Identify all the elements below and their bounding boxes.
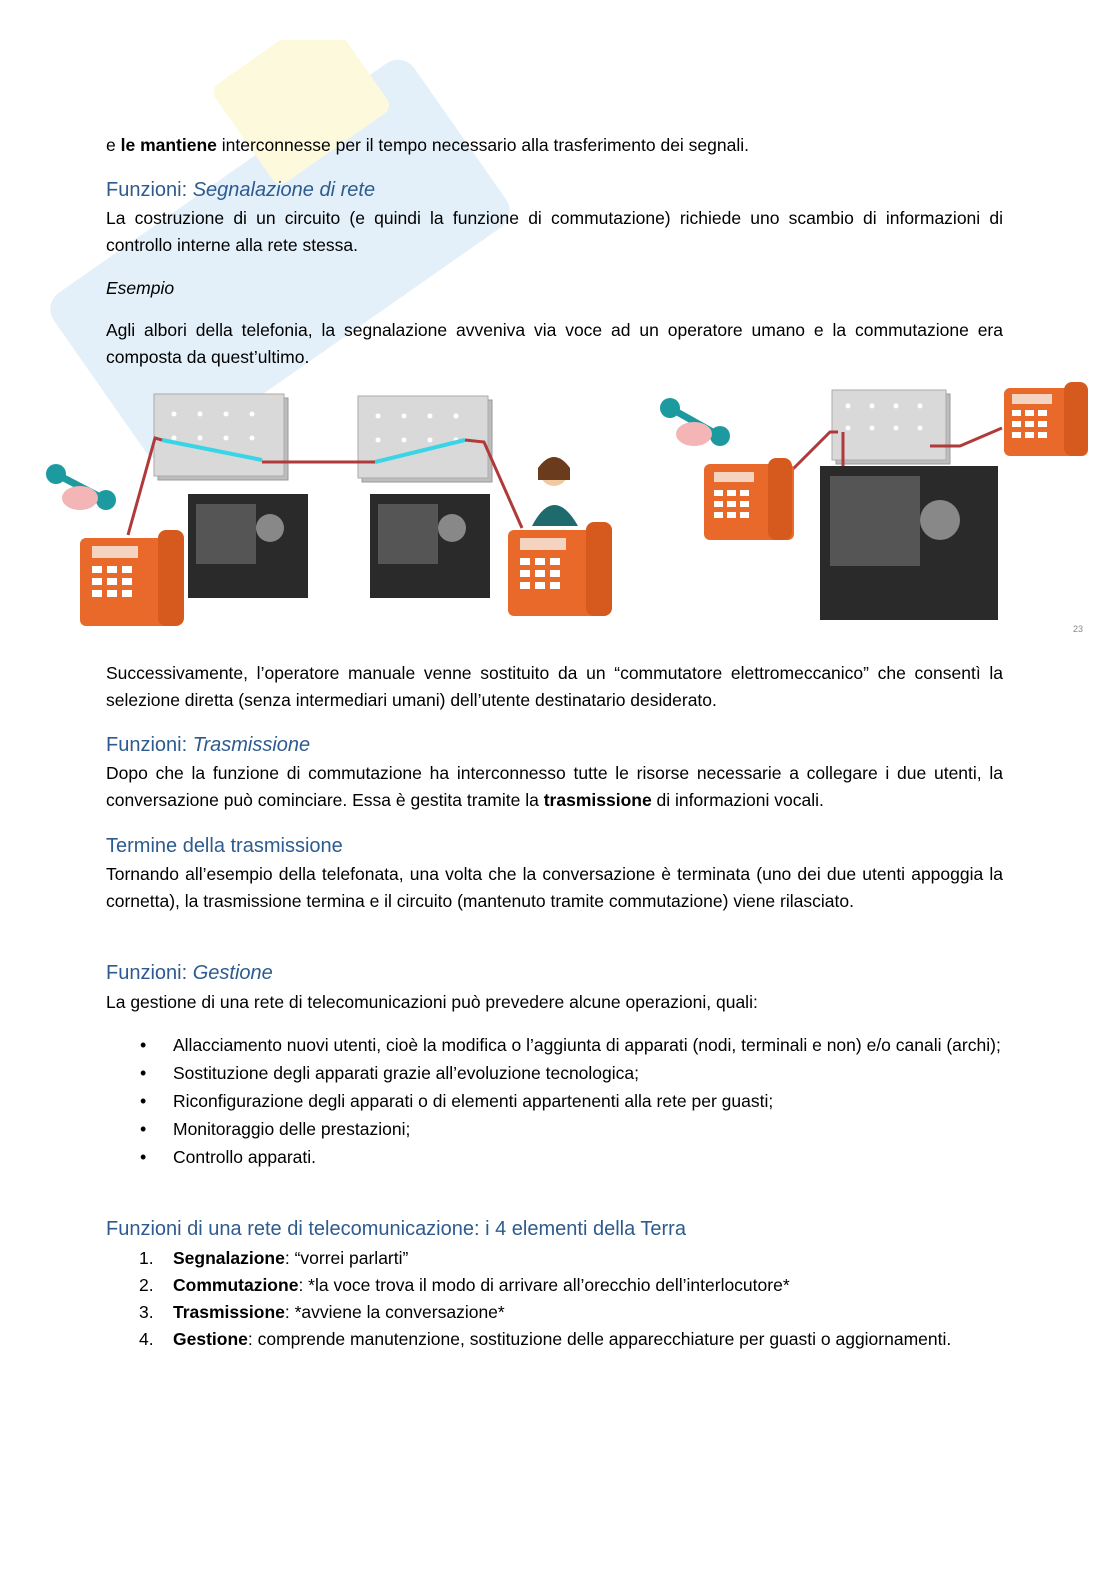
list-item: • Allacciamento nuovi utenti, cioè la modifica o l’aggiunta di apparati (nodi, terminali e non) e/o canali (archi);	[106, 1032, 1003, 1059]
switchboard-illustration	[40, 380, 1100, 640]
trasmissione-body: Dopo che la funzione di commutazione ha interconnesso tutte le risorse necessarie a collegare i due utenti, la conversazione può cominciare. Essa è gestita tramite la trasmissione di informazioni vocali.	[106, 763, 1003, 810]
heading-trasmissione: Funzioni: Trasmissione	[106, 734, 311, 756]
heading-termine: Termine della trasmissione	[106, 835, 343, 857]
after-figure-paragraph: Successivamente, l’operatore manuale venne sostituito da un “commutatore elettromeccanico” che consentì la selezione diretta (senza intermediari umani) dell’utente destinatario desiderato.	[106, 663, 1003, 710]
list-item: 1. Segnalazione: “vorrei parlarti”	[139, 1248, 409, 1268]
right-switchboard-scene	[660, 382, 1088, 620]
list-item: • Sostituzione degli apparati grazie all’evoluzione tecnologica;	[106, 1060, 1003, 1087]
example-label: Esempio	[106, 278, 175, 298]
gestione-bullet-list	[106, 1032, 1003, 1172]
list-item: • Monitoraggio delle prestazioni;	[106, 1116, 1003, 1143]
list-item: • Riconfigurazione degli apparati o di elementi appartenenti alla rete per guasti;	[106, 1088, 1003, 1115]
example-body: Agli albori della telefonia, la segnalazione avveniva via voce ad un operatore umano e la commutazione era composta da quest’ultimo.	[106, 320, 1003, 367]
page-number: 23	[1073, 624, 1084, 634]
segnalazione-body: La costruzione di un circuito (e quindi la funzione di commutazione) richiede uno scambio di informazioni di controllo interne alla rete stessa.	[106, 208, 1003, 255]
list-item: • Controllo apparati.	[106, 1144, 1003, 1171]
left-switchboard-scene	[46, 394, 612, 626]
heading-elementi: Funzioni di una rete di telecomunicazione: i 4 elementi della Terra	[106, 1218, 686, 1240]
intro-paragraph: e le mantiene interconnesse per il tempo necessario alla trasferimento dei segnali.	[106, 135, 749, 155]
heading-segnalazione: Funzioni: Segnalazione di rete	[106, 179, 376, 201]
list-item: 4. Gestione: comprende manutenzione, sostituzione delle apparecchiature per guasti o aggiornamenti.	[139, 1329, 952, 1349]
gestione-body: La gestione di una rete di telecomunicazioni può prevedere alcune operazioni, quali:	[106, 992, 758, 1012]
elementi-numbered-list	[106, 1245, 1003, 1353]
list-item: 3. Trasmissione: *avviene la conversazione*	[139, 1302, 505, 1322]
heading-gestione: Funzioni: Gestione	[106, 962, 273, 984]
list-item: 2. Commutazione: *la voce trova il modo di arrivare all’orecchio dell’interlocutore*	[139, 1275, 790, 1295]
termine-body: Tornando all’esempio della telefonata, una volta che la conversazione è terminata (uno dei due utenti appoggia la cornetta), la trasmissione termina e il circuito (mantenuto tramite commutazione) viene rilasciato.	[106, 864, 1003, 911]
